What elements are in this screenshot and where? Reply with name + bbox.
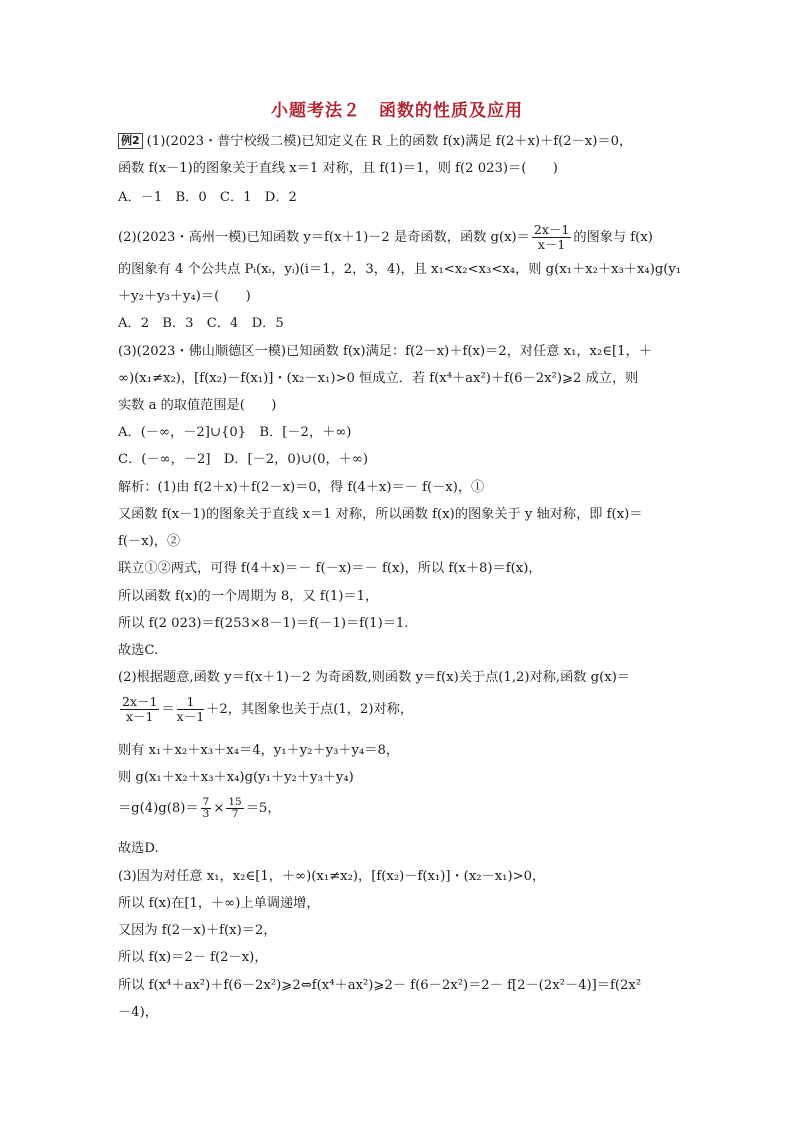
solution-1-answer: 故选C. bbox=[118, 643, 159, 658]
solution-1-line-2: 又函数 f(x－1)的图象关于直线 x＝1 对称，所以函数 f(x)的图象关于 y 轴对称，即 f(x)＝ bbox=[118, 507, 643, 522]
solution-2-line-1: (2)根据题意,函数 y＝f(x＋1)－2 为奇函数,则函数 y＝f(x)关于点(1,2)对称,函数 g(x)＝ bbox=[118, 670, 631, 685]
question-2-text-pre: (2)(2023・高州一模)已知函数 y＝f(x＋1)－2 是奇函数，函数 g(x)＝ bbox=[118, 230, 530, 245]
solution-2-text-post: ＝5， bbox=[245, 801, 281, 816]
solution-3-line-4: 所以 f(x)＝2－ f(2－x)， bbox=[118, 950, 268, 965]
solution-1-line-3: f(－x)，② bbox=[118, 534, 181, 549]
solution-1-line-1: 解析：(1)由 f(2＋x)＋f(2－x)＝0，得 f(4＋x)＝－ f(－x)，① bbox=[118, 480, 485, 495]
question-1-options: A．－1 B．0 C．1 D．2 bbox=[118, 190, 297, 205]
fraction-denominator: x－1 bbox=[125, 709, 154, 724]
fraction-numerator: 2x－1 bbox=[122, 694, 158, 709]
fraction-seven-thirds bbox=[201, 797, 212, 820]
question-1-text-a: (1)(2023・普宁校级二模)已知定义在 R 上的函数 f(x)满足 f(2＋x)＋f(2－x)＝0， bbox=[146, 134, 633, 149]
question-2-line-2: 的图象有 4 个公共点 Pᵢ(xᵢ，yᵢ)(i＝1，2，3，4)，且 x₁<x₂<x₃<x₄，则 g(x₁＋x₂＋x₃＋x₄)g(y₁ bbox=[118, 262, 682, 277]
fraction-denominator: x－1 bbox=[537, 237, 566, 252]
question-3-options-cd: C．(－∞，－2] D．[－2，0)∪(0，＋∞) bbox=[118, 452, 368, 467]
question-3-line-3: 实数 a 的取值范围是( ) bbox=[118, 398, 277, 413]
solution-3-line-6: －4)， bbox=[118, 1005, 158, 1020]
solution-3-line-1: (3)因为对任意 x₁，x₂∈[1，＋∞)(x₁≠x₂)，[f(x₂)－f(x₁)]・(x₂－x₁)>0， bbox=[118, 869, 546, 884]
question-2-line-3: ＋y₂＋y₃＋y₄)＝( ) bbox=[118, 289, 251, 304]
question-3-line-1: (3)(2023・佛山顺德区一模)已知函数 f(x)满足：f(2－x)＋f(x)＝2，对任意 x₁，x₂∈[1，＋ bbox=[118, 344, 652, 359]
question-2-line-1 bbox=[118, 223, 653, 252]
example-badge: 例2 bbox=[118, 133, 143, 149]
solution-1-line-4: 联立①②两式，可得 f(4＋x)＝－ f(－x)＝－ f(x)，所以 f(x＋8)＝f(x)， bbox=[118, 561, 542, 576]
times-sign: × bbox=[213, 801, 225, 816]
solution-2-text-pre: ＝g(4)g(8)＝ bbox=[118, 801, 199, 816]
fraction-denominator: 3 bbox=[202, 808, 210, 820]
fraction-numerator: 7 bbox=[202, 796, 210, 808]
solution-2-text-post: ＋2，其图象也关于点(1，2)对称， bbox=[206, 702, 414, 717]
solution-1-line-5: 所以函数 f(x)的一个周期为 8，又 f(1)＝1， bbox=[118, 589, 379, 604]
solution-3-line-5: 所以 f(x⁴＋ax²)＋f(6－2x²)⩾2⇔f(x⁴＋ax²)⩾2－ f(6－2x²)＝2－ f[2－(2x²－4)]＝f(2x² bbox=[118, 978, 642, 993]
solution-3-line-2: 所以 f(x)在[1，＋∞)上单调递增， bbox=[118, 896, 320, 911]
question-1-line-1 bbox=[118, 133, 632, 151]
fraction-g bbox=[532, 223, 571, 252]
fraction-fifteen-sevenths bbox=[226, 797, 243, 820]
fraction-g-left bbox=[120, 695, 159, 724]
solution-2-line-3: 则有 x₁＋x₂＋x₃＋x₄＝4，y₁＋y₂＋y₃＋y₄＝8， bbox=[118, 743, 400, 758]
question-2-options: A．2 B．3 C．4 D．5 bbox=[118, 316, 284, 331]
question-3-line-2: ∞)(x₁≠x₂)，[f(x₂)－f(x₁)]・(x₂－x₁)>0 恒成立．若 f(x⁴＋ax²)＋f(6－2x²)⩾2 成立，则 bbox=[118, 371, 639, 386]
fraction-numerator: 2x－1 bbox=[533, 222, 570, 237]
page-title: 小题考法２ 函数的性质及应用 bbox=[271, 101, 523, 121]
fraction-denominator: 7 bbox=[231, 808, 239, 820]
solution-1-line-6: 所以 f(2 023)＝f(253×8－1)＝f(－1)＝f(1)＝1. bbox=[118, 616, 409, 631]
fraction-denominator: x－1 bbox=[176, 709, 205, 724]
fraction-g-right bbox=[177, 695, 205, 724]
solution-2-line-2 bbox=[118, 695, 413, 724]
fraction-numerator: 1 bbox=[177, 695, 205, 710]
question-1-line-2: 函数 f(x－1)的图象关于直线 x＝1 对称，且 f(1)＝1，则 f(2 023)＝( ) bbox=[118, 161, 558, 176]
question-2-text-post: 的图象与 f(x) bbox=[573, 230, 653, 245]
fraction-numerator: 15 bbox=[228, 796, 242, 808]
solution-2-answer: 故选D. bbox=[118, 841, 159, 856]
solution-2-line-5 bbox=[118, 797, 281, 820]
question-3-options-ab: A．(－∞，－2]∪{0} B．[－2，＋∞) bbox=[118, 425, 352, 440]
solution-2-line-4: 则 g(x₁＋x₂＋x₃＋x₄)g(y₁＋y₂＋y₃＋y₄) bbox=[118, 770, 354, 785]
solution-3-line-3: 又因为 f(2－x)＋f(x)＝2， bbox=[118, 923, 277, 938]
equals-sign: ＝ bbox=[161, 702, 175, 717]
